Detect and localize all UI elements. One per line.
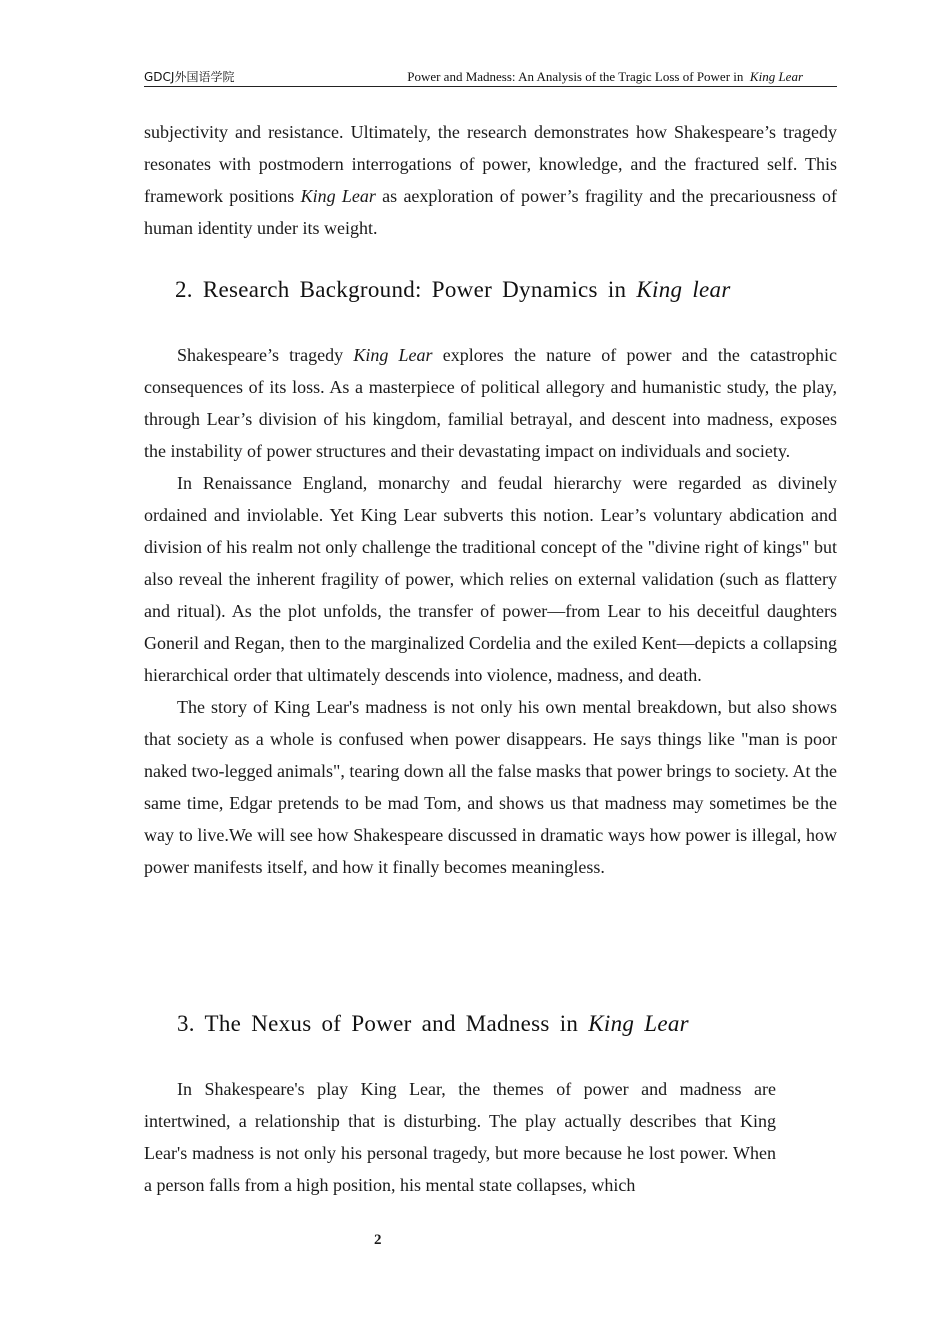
header-running-title: Power and Madness: An Analysis of the Tragic Loss of Power in King Lear xyxy=(407,69,803,84)
page-number: 2 xyxy=(374,1232,382,1248)
section-2-paragraph-3: The story of King Lear's madness is not only his own mental breakdown, but also shows that society as a whole is confused when power disappears. He says things like "man is poor naked two-legged animals", tearing down all the false masks that power brings to society. At the same time, Edgar pretends to be mad Tom, and shows us that madness may sometimes be the way to live.We will see how Shakespeare discussed in dramatic ways how power is illegal, how power manifests itself, and how it finally becomes meaningless. xyxy=(144,697,837,877)
intro-paragraph: subjectivity and resistance. Ultimately, the research demonstrates how Shakespeare’s tragedy resonates with postmodern interrogations of power, knowledge, and the fractured self. This framework positions King Lear as aexploration of power’s fragility and the precariousness of human identity under its weight. xyxy=(144,122,838,238)
section-2-body xyxy=(144,339,837,883)
intro-continuation xyxy=(144,116,837,244)
section-2-paragraph-1: Shakespeare’s tragedy King Lear explores the nature of power and the catastrophic consequences of its loss. As a masterpiece of political allegory and humanistic study, the play, through Lear’s division of his kingdom, familial betrayal, and descent into madness, exposes the instability of power structures and their devastating impact on individuals and society. xyxy=(144,345,838,461)
section-3-paragraph-1: In Shakespeare's play King Lear, the themes of power and madness are intertwined, a relationship that is disturbing. The play actually describes that King Lear's madness is not only his personal tragedy, but more because he lost power. When a person falls from a high position, his mental state collapses, which xyxy=(144,1079,776,1195)
section-3-body xyxy=(144,1073,776,1201)
header-running-title-italic: King Lear xyxy=(749,69,803,84)
section-2-heading: 2. Research Background: Power Dynamics in King lear xyxy=(175,277,731,302)
page-header xyxy=(144,66,837,87)
section-2-paragraph-2: In Renaissance England, monarchy and feudal hierarchy were regarded as divinely ordained and inviolable. Yet King Lear subverts this notion. Lear’s voluntary abdication and division of his realm not only challenge the traditional concept of the "divine right of kings" but also reveal the inherent fragility of power, which relies on external validation (such as flattery and ritual). As the plot unfolds, the transfer of power—from Lear to his deceitful daughters Goneril and Regan, then to the marginalized Cordelia and the exiled Kent—depicts a collapsing hierarchical order that ultimately descends into violence, madness, and death. xyxy=(144,473,837,685)
section-3-heading: 3. The Nexus of Power and Madness in King Lear xyxy=(177,1011,689,1036)
header-school: GDCJ外国语学院 xyxy=(144,70,235,84)
